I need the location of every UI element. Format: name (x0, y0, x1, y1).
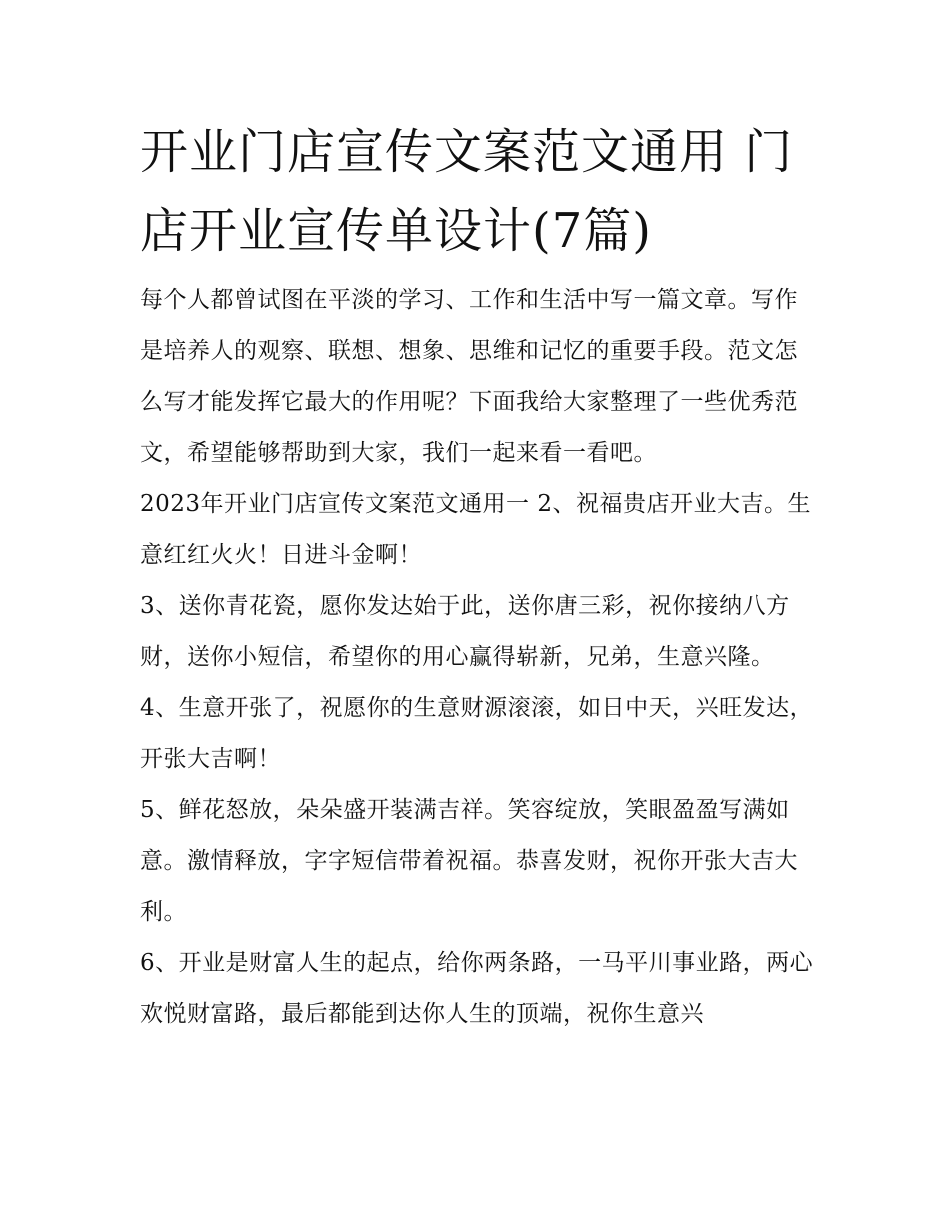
paragraph-item-4: 4、生意开张了，祝愿你的生意财源滚滚，如日中天，兴旺发达，开张大吉啊！ (140, 695, 814, 772)
paragraph-intro: 每个人都曾试图在平淡的学习、工作和生活中写一篇文章。写作是培养人的观察、联想、想象、思维和记忆的重要手段。范文怎么写才能发挥它最大的作用呢？下面我给大家整理了一些优秀范文，希望能够帮助到大家，我们一起来看一看吧。 (140, 287, 798, 466)
paragraph-item-6: 6、开业是财富人生的起点，给你两条路，一马平川事业路，两心欢悦财富路，最后都能到达你人生的顶端，祝你生意兴 (140, 950, 814, 1027)
paragraph-item-2: 2023年开业门店宣传文案范文通用一 2、祝福贵店开业大吉。生意红红火火！日进斗金啊！ (140, 491, 811, 568)
document-title: 开业门店宣传文案范文通用 门店开业宣传单设计(7篇) (140, 124, 794, 259)
paragraph-item-3: 3、送你青花瓷，愿你发达始于此，送你唐三彩，祝你接纳八方财，送你小短信，希望你的用心赢得崭新，兄弟，生意兴隆。 (140, 593, 790, 670)
paragraph-item-5: 5、鲜花怒放，朵朵盛开装满吉祥。笑容绽放，笑眼盈盈写满如意。激情释放，字字短信带着祝福。恭喜发财，祝你开张大吉大利。 (140, 797, 798, 925)
document-page (140, 113, 820, 1040)
